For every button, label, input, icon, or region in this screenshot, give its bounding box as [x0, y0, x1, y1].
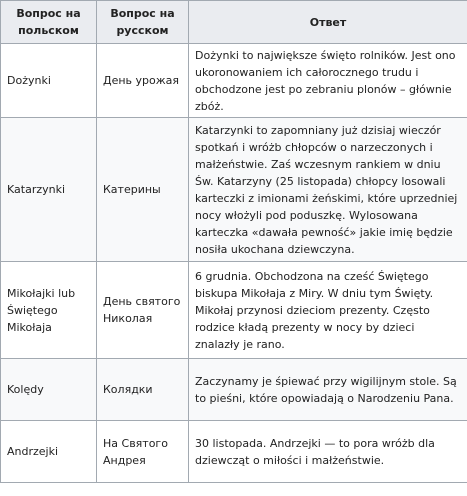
cell-polish: Kolędy [1, 359, 97, 421]
cell-russian: День святого Николая [97, 262, 189, 359]
cell-russian: День урожая [97, 44, 189, 118]
cell-polish: Andrzejki [1, 421, 97, 483]
cell-answer: Zaczynamy je śpiewać przy wigilijnym stole. Są to pieśni, które opowiadają o Narodzeniu Pana. [189, 359, 467, 421]
table-row [1, 421, 467, 483]
table-row [1, 118, 467, 262]
cell-polish: Katarzynki [1, 118, 97, 262]
cell-answer: 30 listopada. Andrzejki — to pora wróżb dla dziewcząt o miłości i małżeństwie. [189, 421, 467, 483]
header-row [1, 1, 467, 44]
header-russian[interactable]: Вопрос на русском [97, 1, 189, 44]
cell-answer: 6 grudnia. Obchodzona na cześć Świętego biskupa Mikołaja z Miry. W dniu tym Święty. Mikołaj przynosi dzieciom prezenty. Często rodzice kładą prezenty w nocy by dzieci znalazły je rano. [189, 262, 467, 359]
cell-russian: Колядки [97, 359, 189, 421]
cell-russian: На Святого Андрея [97, 421, 189, 483]
cell-answer: Dożynki to największe święto rolników. Jest ono ukoronowaniem ich całorocznego trudu i obchodzone jest po zebraniu plonów – głównie zbóż. [189, 44, 467, 118]
table-row [1, 262, 467, 359]
cell-russian: Катерины [97, 118, 189, 262]
cell-answer: Katarzynki to zapomniany już dzisiaj wieczór spotkań i wróżb chłopców o narzeczonych i małżeństwie. Zaś wczesnym rankiem w dniu Św. Katarzyny (25 listopada) chłopcy losowali karteczki z imionami żeńskimi, które uprzedniej nocy włożyli pod poduszkę. Wylosowana karteczka «dawała pewność» jakie imię będzie nosiła ukochana dziewczyna. [189, 118, 467, 262]
header-answer[interactable]: Ответ [189, 1, 467, 44]
cell-polish: Mikołajki lub Świętego Mikołaja [1, 262, 97, 359]
cell-polish: Dożynki [1, 44, 97, 118]
table-row [1, 359, 467, 421]
header-polish[interactable]: Вопрос на польском [1, 1, 97, 44]
table-row [1, 44, 467, 118]
